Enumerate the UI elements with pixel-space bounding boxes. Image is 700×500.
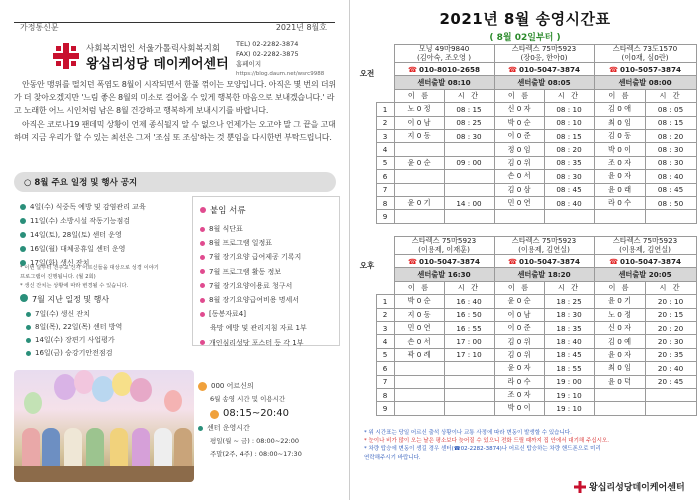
table-cell: 윤 0 기	[394, 196, 444, 209]
intro-paragraph: 안동안 맹위를 떨치던 폭염도 8월이 시작되면서 한풀 꺾이는 모양입니다. 아직은 몇 번의 더위가 더 찾아오겠지만 '느림 좋은 8월의 미소로 걸어올 수 있게 행복한 마음으로 보내겠습니다.' 라고 노래한 어느 시인처럼 남은 8월 건강하고 행복하게 보내시기를 바랍니다.	[14, 80, 336, 116]
table-row	[358, 362, 696, 375]
table-cell: 08 : 30	[645, 156, 696, 169]
table-cell: 08 : 35	[544, 156, 594, 169]
intro-text	[14, 78, 336, 168]
table-cell: 이 0 준	[494, 129, 544, 142]
bullet-icon	[200, 312, 205, 317]
table-cell: 김 0 예	[594, 335, 645, 348]
table-cell: 08 : 25	[444, 116, 494, 129]
list-item: 11일(수) 소방시설 작동기능점검	[20, 214, 190, 228]
list-item: 7일(수) 생신 잔치	[26, 308, 166, 321]
table-cell: 16 : 55	[444, 321, 494, 334]
table-row	[358, 129, 696, 142]
vehicle-cell: 스타렉스 73도1570 (이0재, 심0란)	[594, 45, 696, 63]
table-cell: 박 0 순	[394, 295, 444, 308]
table-cell: 08 : 45	[645, 183, 696, 196]
table-row	[358, 402, 696, 415]
departure-time: 센터출발 18:20	[494, 268, 594, 281]
list-item: 4일(수) 식중독 예방 및 감염관리 교육	[20, 200, 190, 214]
table-cell: 17 : 10	[444, 348, 494, 361]
bullet-icon	[26, 325, 31, 330]
table-cell	[394, 210, 444, 223]
july-list	[26, 308, 166, 360]
column-header-time: 시 간	[544, 281, 594, 294]
table-cell: 3	[376, 129, 394, 142]
vehicle-cell: 스타렉스 75마5923 (이용제, 이재훈)	[394, 237, 494, 255]
vehicle-cell: 스타렉스 75마5923 (이용제, 김연실)	[594, 237, 696, 255]
table-cell: 19 : 10	[544, 388, 594, 401]
bullet-icon	[26, 338, 31, 343]
table-cell	[444, 388, 494, 401]
table-cell	[444, 183, 494, 196]
column-header-time: 시 간	[645, 89, 696, 102]
column-header-time: 시 간	[444, 89, 494, 102]
table-cell: 6	[376, 170, 394, 183]
schedule-notes	[20, 264, 180, 291]
table-cell	[645, 388, 696, 401]
footnote-line: * 눈이나 비가 많이 오는 날은 평소보다 늦어질 수 있으니 전화 드릴 때까지 집 안에서 대기해 주십시오.	[364, 438, 609, 445]
list-item: 8월 프로그램 일정표	[200, 236, 340, 250]
bullet-icon	[26, 351, 31, 356]
departure-time: 센터출발 08:05	[494, 76, 594, 89]
tel-text: TEL) 02-2282-3874	[236, 40, 299, 48]
table-cell: 16 : 40	[444, 295, 494, 308]
table-cell: 08 : 40	[645, 170, 696, 183]
table-row	[358, 196, 696, 209]
bullet-icon	[26, 312, 31, 317]
org-name: 왕십리성당 데이케어센터	[86, 57, 229, 72]
table-cell: 08 : 05	[645, 103, 696, 116]
table-cell: 18 : 40	[544, 335, 594, 348]
list-item: 17일(화) 생신 잔치	[20, 256, 190, 270]
table-cell: 김 0 위	[494, 348, 544, 361]
table-row	[358, 375, 696, 388]
vehicle-phone[interactable]: ☎ 010-5047-3874	[594, 255, 696, 268]
table-cell: 노 0 정	[394, 103, 444, 116]
table-row	[358, 116, 696, 129]
table-cell: 08 : 10	[544, 116, 594, 129]
table-row	[358, 388, 696, 401]
table-row	[358, 170, 696, 183]
list-item: 개인심리성당 포스터 등 각 1부	[200, 336, 340, 350]
table-cell: 09 : 00	[444, 156, 494, 169]
table-cell	[394, 170, 444, 183]
table-cell	[444, 375, 494, 388]
table-cell: 20 : 35	[645, 348, 696, 361]
list-item: 7월 장기요양이용료 청구서	[200, 279, 340, 293]
morning-timetable	[358, 44, 697, 224]
list-item: 14일(토), 28일(토) 센터 운영	[20, 228, 190, 242]
note-line: * 생신 잔치는 상황에 따라 변경될 수 있습니다.	[20, 283, 129, 289]
departure-time: 센터출발 16:30	[394, 268, 494, 281]
list-item: 7월 장기요양 급여제공 기록지	[200, 250, 340, 264]
table-cell: 조 0 자	[494, 388, 544, 401]
phone-icon: ☎	[408, 256, 417, 266]
home-label: 홈페이지	[236, 60, 262, 68]
table-cell: 김 0 삼	[494, 183, 544, 196]
table-cell: 이 0 남	[394, 116, 444, 129]
table-cell: 5	[376, 156, 394, 169]
table-cell: 19 : 10	[544, 402, 594, 415]
phone-icon: ☎	[408, 64, 417, 74]
table-row	[358, 143, 696, 156]
table-cell: 18 : 45	[544, 348, 594, 361]
org-subtitle: 사회복지법인 서울가톨릭사회복지회	[86, 44, 221, 54]
table-cell: 20 : 40	[645, 362, 696, 375]
table-cell	[394, 388, 444, 401]
table-cell: 김 0 위	[494, 335, 544, 348]
table-cell: 윤 0 순	[494, 295, 544, 308]
attachments-list	[200, 222, 340, 350]
intro-paragraph: 아직은 코로나19 팬데믹 상황이 언제 종식될지 알 수 없으나 언제가는 오고야 말 그 끝을 고대하며 지금 우리가 할 수 있는 최선은 그저 '조심 또 조심'하는 것 뿐임을 다시한번 부탁드립니다.	[14, 119, 336, 142]
table-cell: 손 0 서	[394, 335, 444, 348]
vehicle-phone[interactable]: ☎ 010-5047-3874	[394, 255, 494, 268]
table-cell: 손 0 서	[494, 170, 544, 183]
table-cell: 노 0 정	[594, 308, 645, 321]
table-cell: 2	[376, 116, 394, 129]
blog-url: https://blog.daum.net/wsrc9988	[236, 71, 325, 77]
bus-time: 08:15~20:40	[210, 406, 343, 422]
table-cell: 2	[376, 308, 394, 321]
table-cell: 윤 0 자	[494, 362, 544, 375]
table-row	[358, 103, 696, 116]
bullet-icon	[198, 426, 203, 431]
table-cell: 신 0 자	[594, 321, 645, 334]
footnotes	[364, 429, 694, 462]
footer-logo: 왕십리성당데이케어센터	[574, 480, 685, 493]
table-cell: 지 0 동	[394, 129, 444, 142]
table-cell: 김 0 위	[494, 156, 544, 169]
table-cell: 08 : 15	[645, 116, 696, 129]
table-cell	[645, 402, 696, 415]
attachments-title: 붙임 서류	[200, 204, 246, 216]
org-logo-icon	[574, 481, 586, 493]
table-cell: 정 0 임	[494, 143, 544, 156]
table-cell	[394, 402, 444, 415]
column-header-name: 이 름	[494, 281, 544, 294]
table-cell: 19 : 00	[544, 375, 594, 388]
column-header-name: 이 름	[494, 89, 544, 102]
list-item: [동봉자료4]	[200, 307, 340, 321]
table-cell: 윤 0 덕	[594, 375, 645, 388]
table-cell: 8	[376, 196, 394, 209]
list-item: 7월 프로그램 활동 정보	[200, 265, 340, 279]
bullet-icon	[20, 246, 26, 252]
table-cell: 16 : 50	[444, 308, 494, 321]
table-cell: 윤 0 래	[594, 183, 645, 196]
period-label: 오전	[359, 69, 375, 79]
table-cell: 민 0 연	[394, 321, 444, 334]
bullet-icon	[200, 298, 205, 303]
table-cell	[394, 143, 444, 156]
vehicle-phone[interactable]: ☎ 010-5047-3874	[494, 255, 594, 268]
table-cell: 민 0 연	[494, 196, 544, 209]
table-row	[358, 335, 696, 348]
bullet-icon	[20, 232, 26, 238]
table-cell: 이 0 남	[494, 308, 544, 321]
table-row	[358, 210, 696, 223]
table-cell: 9	[376, 210, 394, 223]
table-cell: 라 0 수	[494, 375, 544, 388]
table-row	[358, 348, 696, 361]
table-cell: 14 : 00	[444, 196, 494, 209]
phone-icon: ☎	[508, 64, 517, 74]
contact-block	[236, 39, 324, 79]
vehicle-phone[interactable]: ☎ 010-5047-3874	[494, 63, 594, 76]
hours-title-row: 센터 운영시간	[198, 422, 343, 435]
table-cell: 박 0 이	[494, 402, 544, 415]
table-cell: 18 : 55	[544, 362, 594, 375]
column-header-name: 이 름	[394, 281, 444, 294]
table-cell: 1	[376, 103, 394, 116]
table-cell: 김 0 동	[594, 129, 645, 142]
july-section-header: 7월 지난 일정 및 행사	[20, 294, 109, 305]
bus-title-row: 000 어르신의	[198, 380, 343, 393]
hours-saturday: 주말(2주, 4주) : 08:00~17:30	[210, 450, 302, 458]
table-cell: 3	[376, 321, 394, 334]
table-cell: 08 : 20	[544, 143, 594, 156]
bullet-icon	[200, 255, 205, 260]
list-item: 8월 장기요양급여비용 명세서	[200, 293, 340, 307]
table-cell: 9	[376, 402, 394, 415]
table-cell: 08 : 30	[645, 143, 696, 156]
column-header-time: 시 간	[645, 281, 696, 294]
period-label: 오후	[359, 261, 375, 271]
header-right-text: 2021년 8월호	[275, 23, 327, 32]
vehicle-cell: 스타렉스 75마5923 (장0응, 한아0)	[494, 45, 594, 63]
table-cell: 08 : 15	[444, 103, 494, 116]
bullet-icon	[20, 294, 28, 302]
table-cell: 20 : 20	[645, 321, 696, 334]
phone-icon: ☎	[508, 256, 517, 266]
table-cell: 8	[376, 388, 394, 401]
departure-time: 센터출발 20:05	[594, 268, 696, 281]
bus-subtitle: 6월 송영 시간 및 이용시간	[210, 395, 286, 403]
table-cell	[394, 183, 444, 196]
table-cell: 18 : 25	[544, 295, 594, 308]
vehicle-cell: 모닝 49마9840 (김아숙, 조오영 )	[394, 45, 494, 63]
table-cell	[645, 210, 696, 223]
table-cell: 윤 0 자	[594, 170, 645, 183]
vehicle-phone[interactable]: ☎ 010-8010-2658	[394, 63, 494, 76]
timetable-title: 2021년 8월 송영시간표	[439, 10, 611, 28]
footnote-line: 연락해주시기 바랍니다.	[364, 454, 421, 461]
table-cell: 이 0 준	[494, 321, 544, 334]
bus-info	[198, 380, 343, 461]
phone-icon: ☎	[609, 64, 618, 74]
table-cell	[444, 210, 494, 223]
table-cell: 18 : 30	[544, 308, 594, 321]
column-header-name: 이 름	[394, 89, 444, 102]
table-cell: 08 : 40	[544, 196, 594, 209]
table-cell: 20 : 15	[645, 308, 696, 321]
table-cell: 18 : 35	[544, 321, 594, 334]
table-cell	[444, 170, 494, 183]
list-item: 14일(수) 장편기 사업평가	[26, 334, 166, 347]
table-cell: 4	[376, 335, 394, 348]
table-cell: 김 0 애	[594, 103, 645, 116]
list-item: 16일(월) 대체공휴일 센터 운영	[20, 242, 190, 256]
table-row	[358, 308, 696, 321]
footnote-line: * 위 시간표는 당일 어르신 출석 상황이나 교통 사정에 따라 변동이 발생할 수 있습니다.	[364, 430, 572, 436]
table-cell	[444, 362, 494, 375]
table-cell: 08 : 15	[544, 129, 594, 142]
table-cell: 4	[376, 143, 394, 156]
table-cell	[544, 210, 594, 223]
table-cell: 7	[376, 183, 394, 196]
bullet-icon	[20, 204, 26, 210]
table-cell: 지 0 동	[394, 308, 444, 321]
table-cell: 20 : 10	[645, 295, 696, 308]
header-left-text: 가정통신문	[20, 23, 59, 32]
bullet-icon	[200, 340, 205, 345]
table-cell: 17 : 00	[444, 335, 494, 348]
list-item: 16일(금) 승강기안전점검	[26, 347, 166, 360]
table-cell: 조 0 자	[594, 156, 645, 169]
timetable-subtitle: ( 8월 02일부터 )	[489, 33, 561, 43]
table-cell: 08 : 10	[544, 103, 594, 116]
table-row	[358, 156, 696, 169]
bullet-icon	[200, 269, 205, 274]
departure-time: 센터출발 08:00	[594, 76, 696, 89]
table-cell: 08 : 45	[544, 183, 594, 196]
vehicle-cell: 스타렉스 75마5923 (이용제, 김연실)	[494, 237, 594, 255]
table-cell: 윤 0 순	[394, 156, 444, 169]
clock-icon	[210, 410, 219, 419]
table-cell: 08 : 30	[444, 129, 494, 142]
table-cell: 08 : 30	[544, 170, 594, 183]
table-cell: 라 0 수	[594, 196, 645, 209]
table-cell	[394, 362, 444, 375]
table-cell	[594, 210, 645, 223]
schedule-section-title: ○ 8월 주요 일정 및 행사 공지	[24, 178, 138, 188]
list-item: 8월 식단표	[200, 222, 340, 236]
table-cell: 20 : 45	[645, 375, 696, 388]
table-cell: 박 0 이	[594, 143, 645, 156]
column-header-time: 시 간	[544, 89, 594, 102]
table-cell: 신 0 자	[494, 103, 544, 116]
table-row	[358, 183, 696, 196]
table-cell	[494, 210, 544, 223]
table-cell: 7	[376, 375, 394, 388]
schedule-list	[20, 200, 190, 270]
table-cell	[594, 388, 645, 401]
column-header-time: 시 간	[444, 281, 494, 294]
table-cell: 윤 0 기	[594, 295, 645, 308]
table-cell	[444, 143, 494, 156]
clock-icon	[198, 382, 207, 391]
bullet-icon	[200, 241, 205, 246]
table-cell	[594, 402, 645, 415]
table-row	[358, 321, 696, 334]
table-cell	[394, 375, 444, 388]
table-row	[358, 295, 696, 308]
table-cell	[444, 402, 494, 415]
org-logo-icon	[52, 42, 80, 70]
bullet-icon	[20, 218, 26, 224]
fax-text: FAX) 02-2282-3875	[236, 50, 299, 58]
table-cell: 윤 0 자	[594, 348, 645, 361]
table-cell: 곽 0 례	[394, 348, 444, 361]
table-cell: 20 : 30	[645, 335, 696, 348]
note-line: 프로그램이 진행됩니다. (월 2회)	[20, 274, 96, 280]
phone-icon: ☎	[609, 256, 619, 266]
table-cell: 최 0 임	[594, 116, 645, 129]
table-cell: 6	[376, 362, 394, 375]
table-cell: 1	[376, 295, 394, 308]
table-cell: 최 0 임	[594, 362, 645, 375]
note-line: * 이번 달부터 천주교 신자 어르신들을 대상으로 성경 이야기	[20, 265, 159, 271]
afternoon-timetable	[358, 236, 697, 416]
schedule-section-header	[14, 172, 336, 192]
shuttle-timetable-page	[350, 0, 700, 500]
birthday-party-photo	[14, 370, 194, 482]
bullet-icon	[200, 207, 206, 213]
bullet-icon	[200, 283, 205, 288]
table-cell: 08 : 20	[645, 129, 696, 142]
list-item: 8일(목), 22일(목) 센터 방역	[26, 321, 166, 334]
hours-weekday: 평일(월 ~ 금) : 08:00~22:00	[210, 437, 299, 445]
table-cell: 5	[376, 348, 394, 361]
vehicle-phone[interactable]: ☎ 010-5057-3874	[594, 63, 696, 76]
bullet-icon	[200, 227, 205, 232]
column-header-name: 이 름	[594, 89, 645, 102]
table-cell: 박 0 순	[494, 116, 544, 129]
footnote-line: * 차량 탑승에 변동이 생길 경우 센터(☎02-2282-3874)나 어르신 탑승하는 차량 핸드폰으로 미리	[364, 446, 601, 453]
departure-time: 센터출발 08:10	[394, 76, 494, 89]
list-item: 육망 예방 및 관리지침 자료 1부	[210, 324, 307, 333]
table-cell: 08 : 50	[645, 196, 696, 209]
column-header-name: 이 름	[594, 281, 645, 294]
